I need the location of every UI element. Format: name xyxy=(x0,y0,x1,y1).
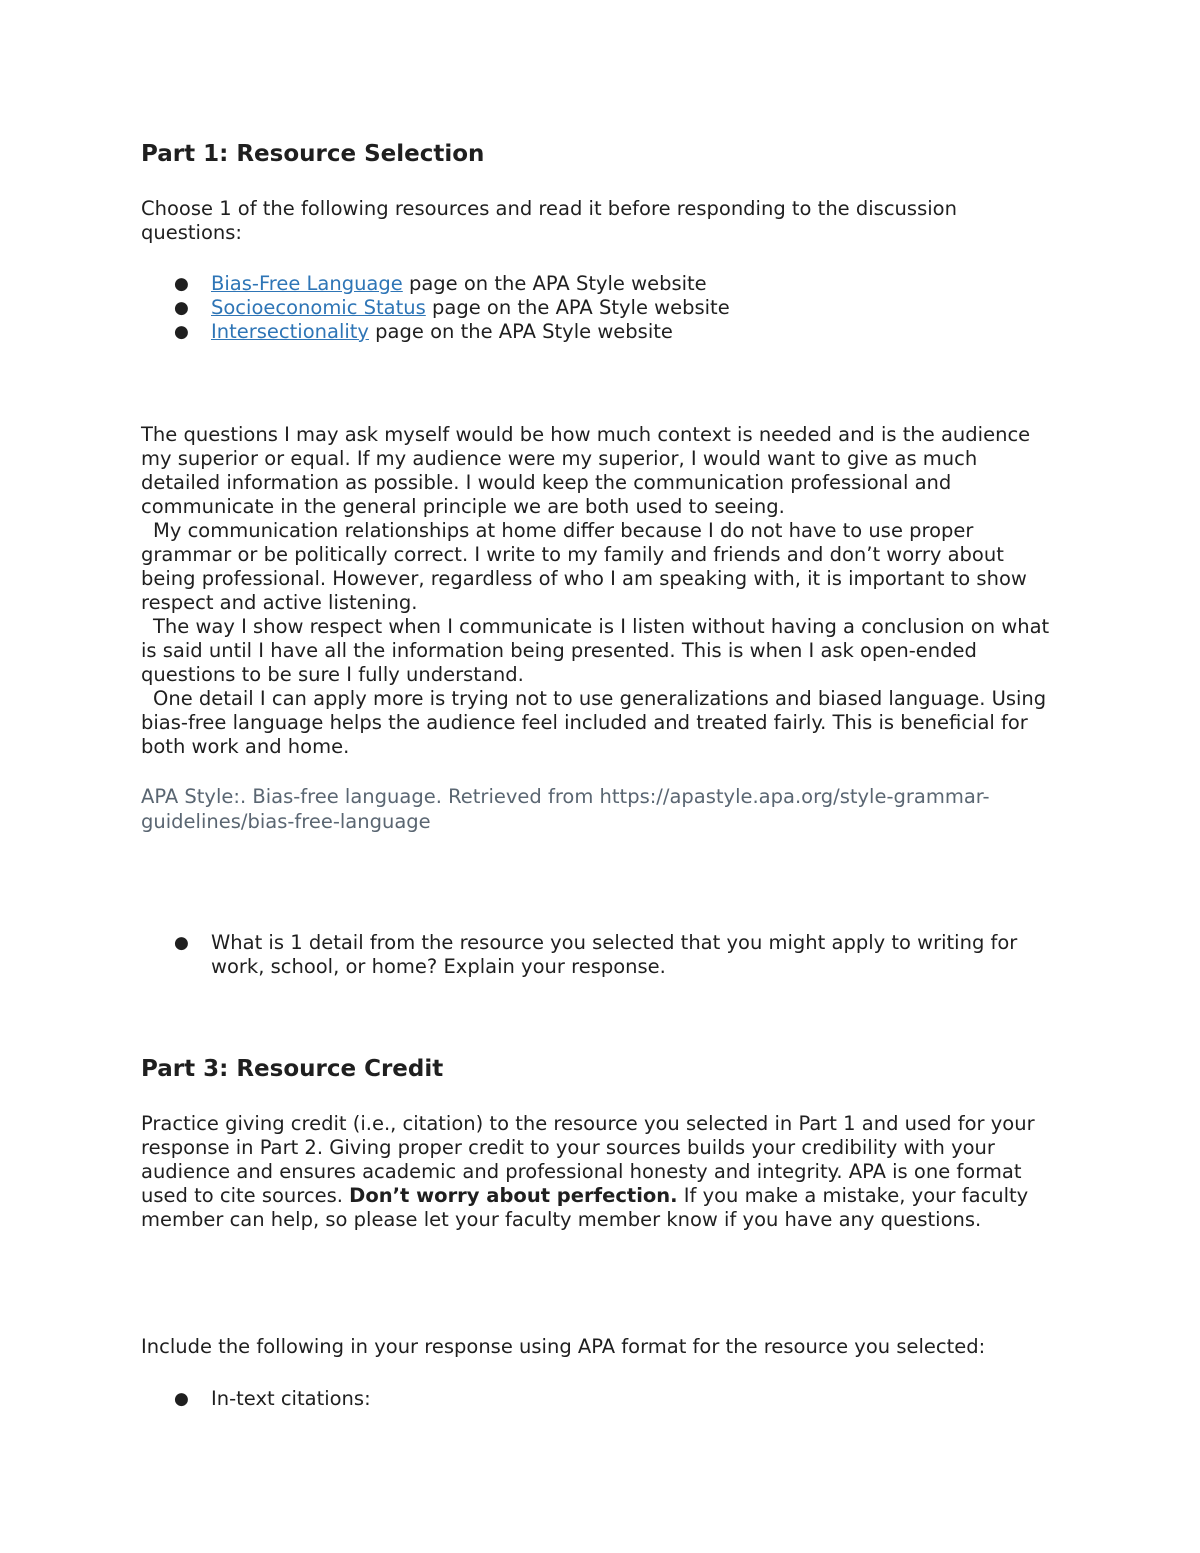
bullet-icon: ● xyxy=(174,933,189,953)
response-body xyxy=(141,423,1059,759)
include-list xyxy=(141,1387,1059,1411)
response-paragraph: My communication relationships at home differ because I do not have to use proper grammar or be politically correct. I write to my family and friends and don’t worry about being professional. However, regardless of who I am speaking with, it is important to show respect and active listening. xyxy=(141,519,1027,614)
include-intro: Include the following in your response using APA format for the resource you selected: xyxy=(141,1335,986,1358)
question-item xyxy=(141,931,1059,979)
bullet-icon: ● xyxy=(174,298,189,318)
resource-item xyxy=(141,272,1059,296)
resource-suffix: page on the APA Style website xyxy=(425,296,730,319)
include-item xyxy=(141,1387,1059,1411)
bullet-icon: ● xyxy=(174,322,189,342)
resource-list xyxy=(141,272,1059,344)
intersectionality-link[interactable]: Intersectionality xyxy=(211,320,369,343)
apa-citation: APA Style:. Bias-free language. Retrieved from https://apastyle.apa.org/style-grammar-guidelines/bias-free-language xyxy=(141,785,990,833)
part1-heading: Part 1: Resource Selection xyxy=(141,141,485,167)
question-list xyxy=(141,931,1059,979)
bullet-icon: ● xyxy=(174,1389,189,1409)
part1-intro: Choose 1 of the following resources and read it before responding to the discussion questions: xyxy=(141,197,957,244)
resource-item xyxy=(141,320,1059,344)
include-item-text: In-text citations: xyxy=(211,1387,371,1410)
response-paragraph: The way I show respect when I communicate is I listen without having a conclusion on what is said until I have all the information being presented. This is when I ask open-ended questions to be sure I fully understand. xyxy=(141,615,1050,686)
response-paragraph: The questions I may ask myself would be how much context is needed and is the audience my superior or equal. If my audience were my superior, I would want to give as much detailed information as possible. I would keep the communication professional and communicate in the general principle we are both used to seeing. xyxy=(141,423,1031,518)
part3-bold-text: Don’t worry about perfection. xyxy=(349,1184,678,1207)
resource-suffix: page on the APA Style website xyxy=(368,320,673,343)
resource-suffix: page on the APA Style website xyxy=(402,272,707,295)
socioeconomic-status-link[interactable]: Socioeconomic Status xyxy=(211,296,426,319)
part3-paragraph xyxy=(141,1112,1059,1232)
question-text: What is 1 detail from the resource you selected that you might apply to writing for work, school, or home? Explain your response. xyxy=(211,931,1018,978)
resource-item xyxy=(141,296,1059,320)
response-paragraph: One detail I can apply more is trying not to use generalizations and biased language. Using bias-free language helps the audience feel included and treated fairly. This is beneficial for both work and home. xyxy=(141,687,1047,758)
part3-text: Practice giving credit (i.e., citation) to the resource you selected in Part 1 and used for your response in Part 2. Giving proper credit to your sources builds your credibility with your audience and ensures academic and professional honesty and integrity. APA is one format used to cite sources. xyxy=(141,1112,1035,1207)
bias-free-language-link[interactable]: Bias-Free Language xyxy=(211,272,403,295)
part3-heading: Part 3: Resource Credit xyxy=(141,1056,444,1082)
bullet-icon: ● xyxy=(174,274,189,294)
part3-text-end: If you make a mistake, your faculty member can help, so please let your faculty member know if you have any questions. xyxy=(141,1184,1029,1231)
